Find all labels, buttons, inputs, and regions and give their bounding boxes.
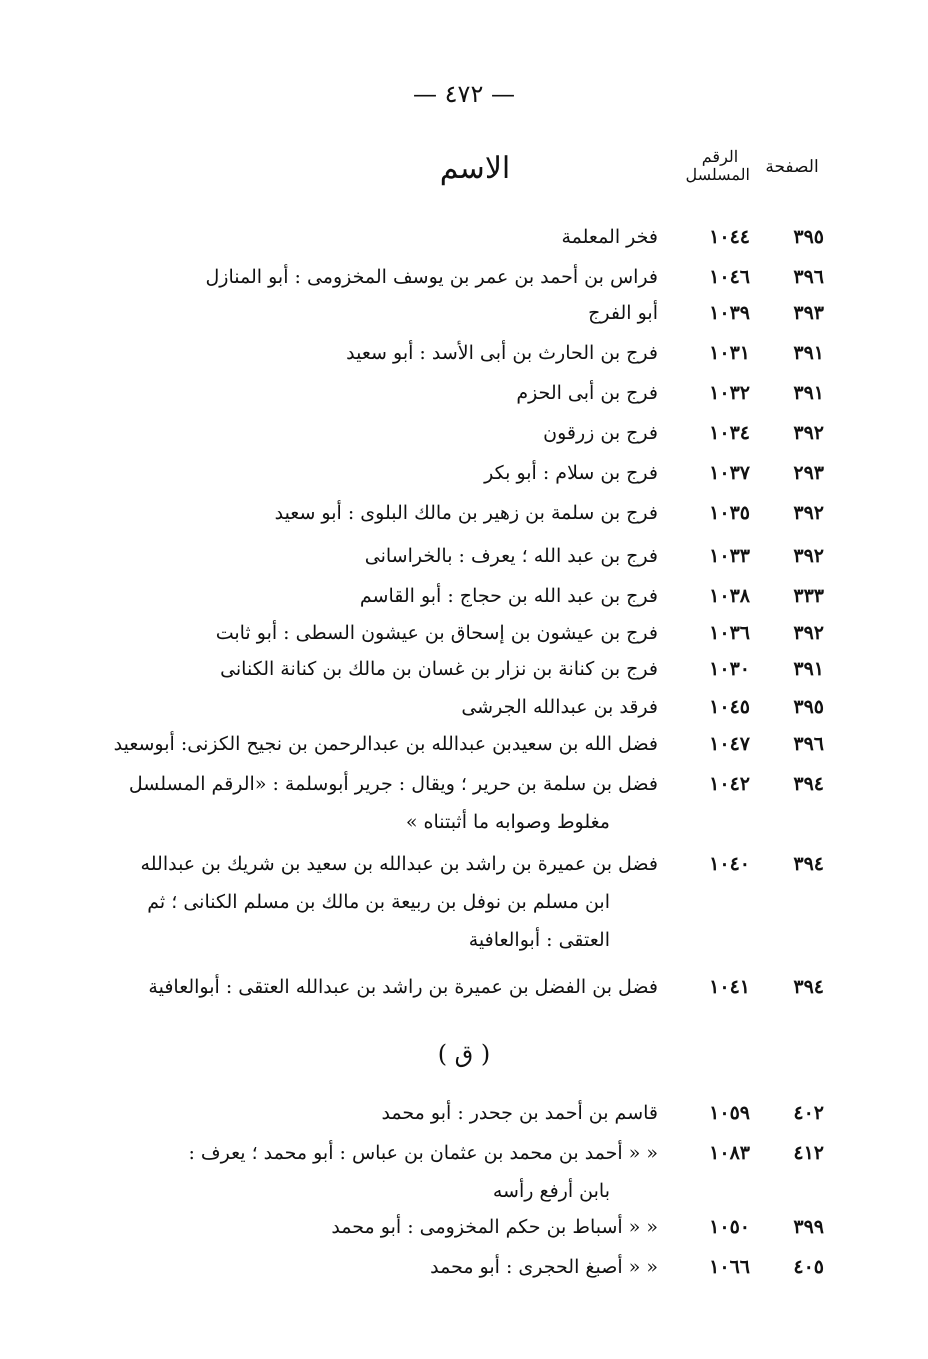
entry-page-number: ٣٩٦ bbox=[793, 733, 824, 755]
entry-page-number: ٣٩٢ bbox=[793, 502, 824, 524]
index-entry bbox=[0, 1142, 928, 1182]
section-letter: ( ق ) bbox=[437, 1040, 491, 1068]
entry-name: فضل بن عميرة بن راشد بن عبدالله بن سعيد بن شريك بن عبدالله bbox=[140, 853, 658, 875]
entry-serial-number: ١٠٣٧ bbox=[709, 462, 750, 484]
entry-page-number: ٣٩٥ bbox=[793, 226, 824, 248]
index-entry bbox=[0, 382, 928, 422]
index-entry bbox=[0, 462, 928, 502]
index-entry bbox=[0, 422, 928, 462]
entry-name: « « أحمد بن محمد بن عثمان بن عباس : أبو محمد ؛ يعرف : bbox=[188, 1142, 658, 1164]
index-entry bbox=[0, 342, 928, 382]
entry-serial-number: ١٠٣١ bbox=[709, 342, 750, 364]
entry-page-number: ٣٩٣ bbox=[793, 302, 824, 324]
entry-name-continuation: بابن أرفع رأسه bbox=[492, 1180, 610, 1202]
entry-name: فرج بن كنانة بن نزار بن غسان بن مالك بن كنانة الكنانى bbox=[220, 658, 658, 680]
entry-serial-number: ١٠٣٠ bbox=[709, 658, 750, 680]
entry-serial-number: ١٠٣٣ bbox=[709, 545, 750, 567]
index-entry bbox=[0, 1256, 928, 1296]
entry-name: فرج بن سلمة بن زهير بن مالك البلوى : أبو سعيد bbox=[274, 502, 658, 524]
entry-name: قاسم بن أحمد بن جحدر : أبو محمد bbox=[381, 1102, 658, 1124]
index-entry bbox=[0, 1102, 928, 1142]
entry-serial-number: ١٠٤٠ bbox=[709, 853, 750, 875]
entry-serial-number: ١٠٤٦ bbox=[709, 266, 750, 288]
entry-name: فرج بن الحارث بن أبى الأسد : أبو سعيد bbox=[346, 342, 658, 364]
entry-page-number: ٣٩١ bbox=[793, 658, 824, 680]
entry-name: « « أسباط بن حكم المخزومى : أبو محمد bbox=[331, 1216, 658, 1238]
index-entry bbox=[0, 853, 928, 893]
entry-page-number: ٣٩٤ bbox=[793, 773, 824, 795]
entry-serial-number: ١٠٥٠ bbox=[709, 1216, 750, 1238]
entry-serial-number: ١٠٣٩ bbox=[709, 302, 750, 324]
entry-serial-number: ١٠٣٦ bbox=[709, 622, 750, 644]
index-entry bbox=[0, 302, 928, 342]
entry-page-number: ٣٩٦ bbox=[793, 266, 824, 288]
entry-name: فضل بن الفضل بن عميرة بن راشد بن عبدالله العتقى : أبوالعافية bbox=[148, 976, 658, 998]
index-entry bbox=[0, 1216, 928, 1256]
entry-page-number: ٤٠٥ bbox=[793, 1256, 824, 1278]
entry-name: فرج بن عيشون بن إسحاق بن عيشون السطى : أبو ثابت bbox=[215, 622, 658, 644]
entry-serial-number: ١٠٦٦ bbox=[709, 1256, 750, 1278]
entry-page-number: ٤١٢ bbox=[793, 1142, 824, 1164]
index-entry bbox=[0, 502, 928, 542]
entry-serial-number: ١٠٤١ bbox=[709, 976, 750, 998]
entry-name: فراس بن أحمد بن عمر بن يوسف المخزومى : أبو المنازل bbox=[205, 266, 658, 288]
index-entry bbox=[0, 226, 928, 266]
entry-name-continuation: مغلوط وصوابه ما أثبتناه » bbox=[405, 811, 610, 833]
index-entry bbox=[0, 545, 928, 585]
entry-name: فرج بن سلام : أبو بكر bbox=[484, 462, 658, 484]
entry-name: فرج بن عبد الله ؛ يعرف : بالخراسانى bbox=[364, 545, 658, 567]
entry-page-number: ٤٠٢ bbox=[793, 1102, 824, 1124]
entry-page-number: ٣٩٤ bbox=[793, 853, 824, 875]
column-header-page: الصفحة bbox=[765, 157, 819, 177]
entry-name: فرج بن عبد الله بن حجاج : أبو القاسم bbox=[359, 585, 658, 607]
index-entry bbox=[0, 733, 928, 773]
entry-page-number: ٣٩٥ bbox=[793, 696, 824, 718]
entry-serial-number: ١٠٣٢ bbox=[709, 382, 750, 404]
entry-name: أبو الفرج bbox=[588, 302, 658, 324]
entry-page-number: ٣٩٢ bbox=[793, 545, 824, 567]
entry-name: فرج بن أبى الحزم bbox=[516, 382, 658, 404]
entry-page-number: ٢٩٣ bbox=[793, 462, 824, 484]
page-number: — ٤٧٢ — bbox=[413, 80, 515, 108]
entry-serial-number: ١٠٣٤ bbox=[709, 422, 750, 444]
index-entry bbox=[0, 696, 928, 736]
index-entry bbox=[0, 585, 928, 625]
entry-name-continuation: ابن مسلم بن نوفل بن ربيعة بن مالك بن مسلم الكنانى ؛ ثم bbox=[147, 891, 610, 913]
entry-serial-number: ١٠٣٨ bbox=[709, 585, 750, 607]
index-entry bbox=[0, 622, 928, 662]
index-entry bbox=[0, 773, 928, 813]
index-entry bbox=[0, 658, 928, 698]
entry-page-number: ٣٩٩ bbox=[793, 1216, 824, 1238]
index-entry bbox=[0, 266, 928, 306]
entry-serial-number: ١٠٤٢ bbox=[709, 773, 750, 795]
entry-serial-number: ١٠٤٧ bbox=[709, 733, 750, 755]
entry-name: « « أصبغ الحجرى : أبو محمد bbox=[430, 1256, 658, 1278]
entry-name: فضل بن سلمة بن حرير ؛ ويقال : جرير أبوسلمة : «الرقم المسلسل bbox=[128, 773, 658, 795]
entry-name: فخر المعلمة bbox=[561, 226, 658, 248]
entry-serial-number: ١٠٨٣ bbox=[709, 1142, 750, 1164]
index-entry bbox=[0, 976, 928, 1016]
entry-name: فرج بن زرقون bbox=[543, 422, 658, 444]
entry-page-number: ٣٣٣ bbox=[793, 585, 824, 607]
entry-page-number: ٣٩١ bbox=[793, 382, 824, 404]
entry-name: فرقد بن عبدالله الجرشى bbox=[461, 696, 658, 718]
entry-page-number: ٣٩٤ bbox=[793, 976, 824, 998]
entry-page-number: ٣٩١ bbox=[793, 342, 824, 364]
column-header-name: الاسم bbox=[439, 151, 511, 186]
entry-name-continuation: العتقى : أبوالعافية bbox=[468, 929, 610, 951]
entry-serial-number: ١٠٤٤ bbox=[709, 226, 750, 248]
entry-page-number: ٣٩٢ bbox=[793, 622, 824, 644]
column-header-serial: الرقم المسلسل bbox=[685, 147, 750, 184]
entry-serial-number: ١٠٥٩ bbox=[709, 1102, 750, 1124]
entry-page-number: ٣٩٢ bbox=[793, 422, 824, 444]
entry-name: فضل الله بن سعيدبن عبدالله بن عبدالرحمن بن نجيح الكزنى: أبوسعيد bbox=[113, 733, 658, 755]
entry-serial-number: ١٠٤٥ bbox=[709, 696, 750, 718]
entry-serial-number: ١٠٣٥ bbox=[709, 502, 750, 524]
